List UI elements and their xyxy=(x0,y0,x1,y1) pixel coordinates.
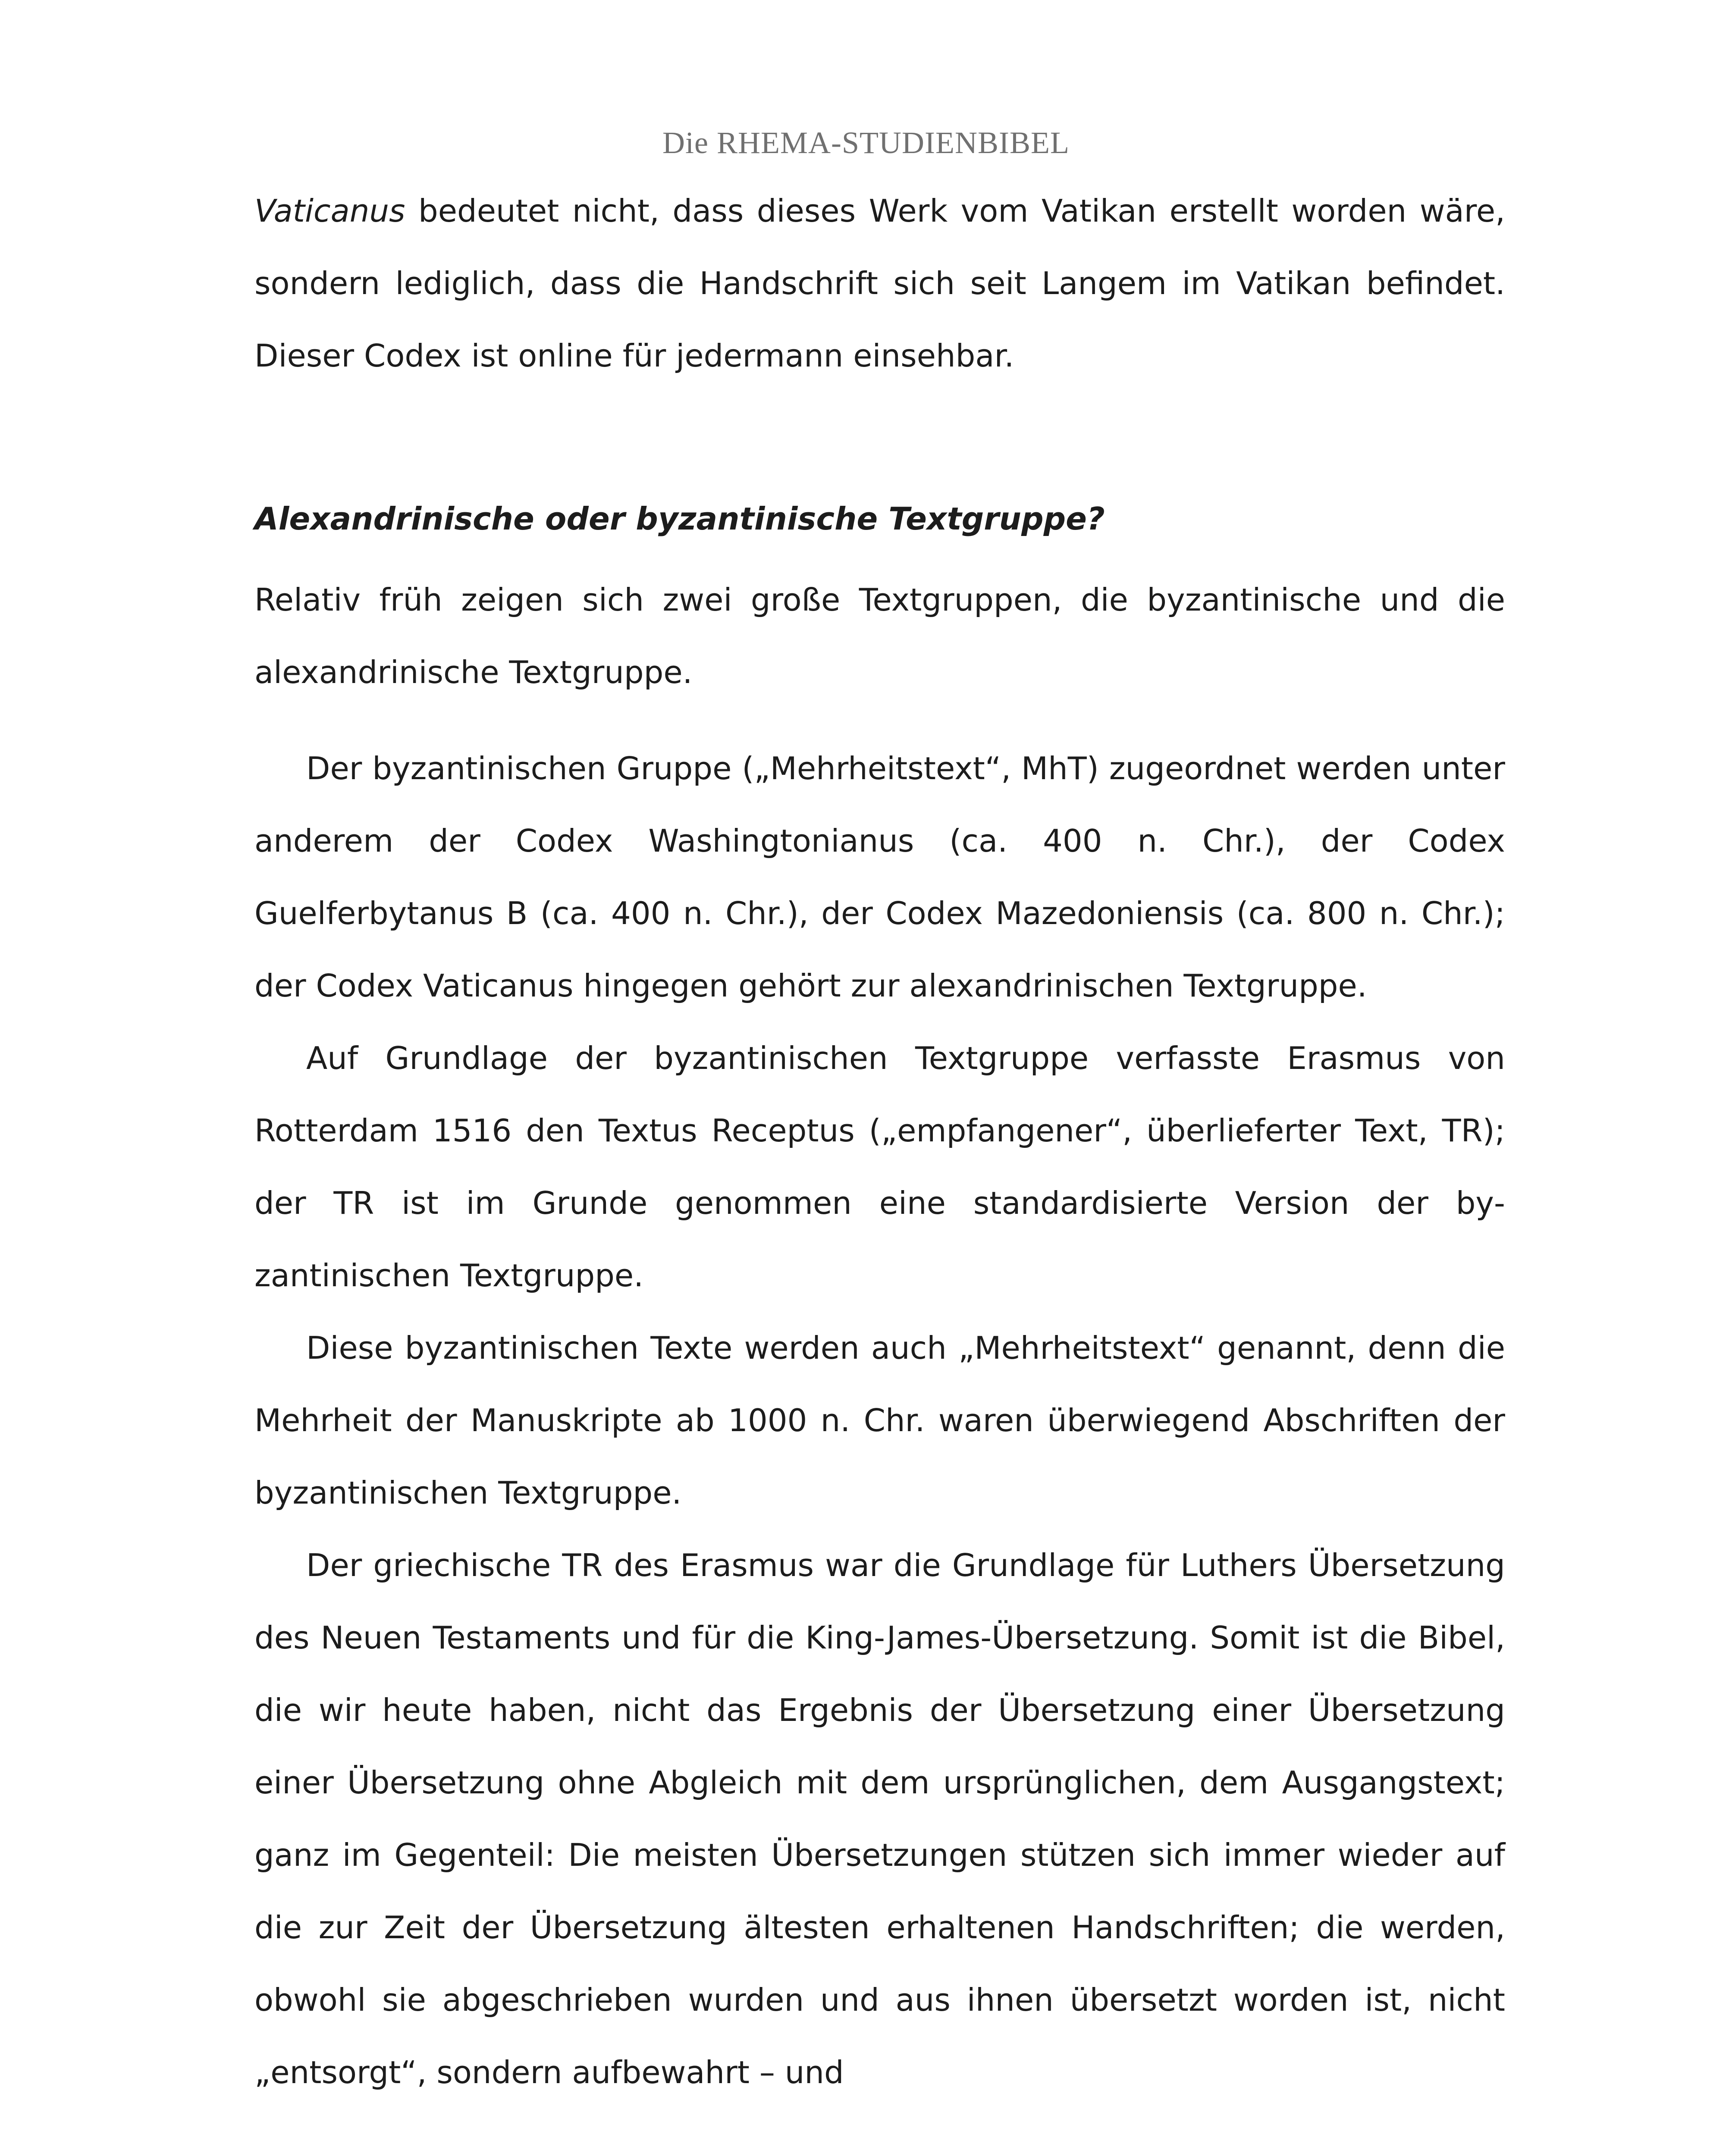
paragraph-1: Relativ früh zeigen sich zwei große Textgruppen, die byzantinische und die alexandrinische Textgruppe. xyxy=(254,582,1505,690)
paragraph-5: Der griechische TR des Erasmus war die Grundlage für Luthers Übersetzung des Neuen Testaments und für die King-James-Übersetzung. Somit ist die Bibel, die wir heute haben, nicht das Ergebnis der Übersetzung einer Übersetzung einer Übersetzung ohne Abgleich mit dem ursprünglichen, dem Ausgangstext; ganz im Gegenteil: Die meisten Übersetzungen stützen sich immer wieder auf die zur Zeit der Übersetzung ältesten erhaltenen Handschriften; die werden, obwohl sie abgeschrieben wurden und aus ihnen übersetzt worden ist, nicht „entsorgt“, sondern aufbewahrt – und xyxy=(254,1547,1505,2090)
paragraph-4: Diese byzantinischen Texte werden auch „Mehrheitstext“ genannt, denn die Mehrheit der Manuskripte ab 1000 n. Chr. waren überwiegend Abschriften der byzantinischen Textgruppe. xyxy=(254,1330,1505,1511)
page-body xyxy=(254,175,1505,2109)
paragraph-3: Auf Grundlage der byzantinischen Textgruppe verfasste Erasmus von Rotterdam 1516 den Textus Receptus („empfangener“, überlieferter Text, TR); der TR ist im Grunde genommen eine standardisierte Version der byzantinischen Textgruppe. xyxy=(254,1040,1505,1294)
section-heading: Alexandrinische oder byzantinische Textgruppe? xyxy=(254,501,1105,537)
running-header: Die RHEMA-STUDIENBIBEL xyxy=(662,125,1070,160)
intro-text: bedeutet nicht, dass dieses Werk vom Vatikan erstellt worden wäre, sondern lediglich, dass die Handschrift sich seit Langem im Vatikan befindet. Dieser Codex ist online für jedermann einsehbar. xyxy=(254,193,1505,374)
intro-italic-term: Vaticanus xyxy=(254,193,405,229)
paragraph-2: Der byzantinischen Gruppe („Mehrheitstext“, MhT) zugeordnet werden unter anderem der Codex Washingtonianus (ca. 400 n. Chr.), der Codex Guelferbytanus B (ca. 400 n. Chr.), der Codex Mazedoniensis (ca. 800 n. Chr.); der Codex Vaticanus hingegen gehört zur alexandrinischen Textgruppe. xyxy=(254,750,1505,1004)
intro-paragraph xyxy=(254,175,1505,392)
